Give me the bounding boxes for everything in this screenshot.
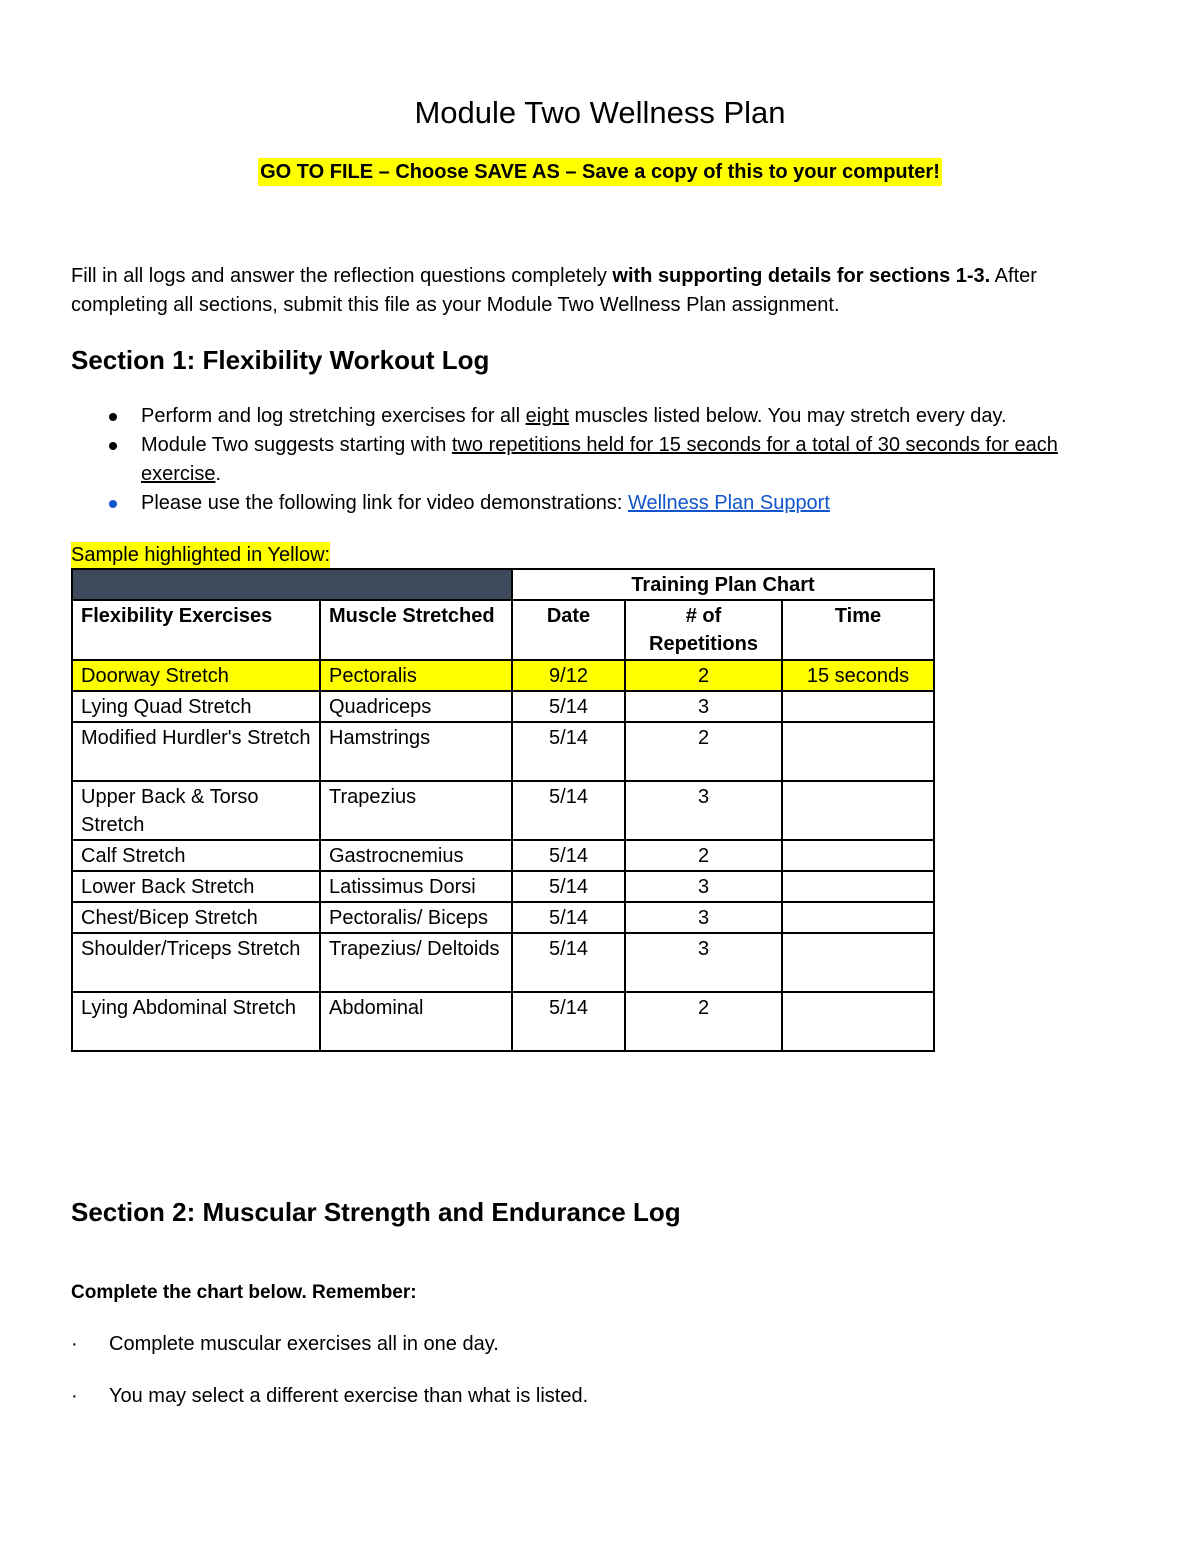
table-row bbox=[72, 840, 934, 871]
cell-date[interactable]: 5/14 bbox=[512, 992, 625, 1051]
chart-title: Training Plan Chart bbox=[512, 569, 934, 600]
sample-label: Sample highlighted in Yellow: bbox=[71, 542, 330, 569]
cell-time[interactable] bbox=[782, 871, 934, 902]
cell-date[interactable]: 5/14 bbox=[512, 691, 625, 722]
cell-date[interactable]: 5/14 bbox=[512, 781, 625, 840]
section2-point bbox=[71, 1382, 588, 1410]
table-row bbox=[72, 871, 934, 902]
section1-heading: Section 1: Flexibility Workout Log bbox=[71, 345, 490, 375]
cell-time[interactable] bbox=[782, 992, 934, 1051]
table-row bbox=[72, 691, 934, 722]
cell-exercise[interactable]: Shoulder/Triceps Stretch bbox=[72, 933, 320, 992]
cell-reps[interactable]: 3 bbox=[625, 871, 782, 902]
bullet-dot-icon bbox=[109, 442, 117, 450]
cell-reps[interactable]: 2 bbox=[625, 660, 782, 691]
cell-exercise[interactable]: Lower Back Stretch bbox=[72, 871, 320, 902]
cell-date[interactable]: 5/14 bbox=[512, 933, 625, 992]
section2-point bbox=[71, 1330, 499, 1358]
cell-date[interactable]: 5/14 bbox=[512, 871, 625, 902]
cell-exercise[interactable]: Lying Quad Stretch bbox=[72, 691, 320, 722]
save-notice-wrapper bbox=[0, 158, 1200, 186]
cell-exercise[interactable]: Modified Hurdler's Stretch bbox=[72, 722, 320, 781]
bullet1-pre: Perform and log stretching exercises for all bbox=[141, 405, 526, 427]
cell-time[interactable] bbox=[782, 722, 934, 781]
chart-title-row bbox=[72, 569, 934, 600]
cell-muscle[interactable]: Trapezius bbox=[320, 781, 512, 840]
cell-exercise[interactable]: Calf Stretch bbox=[72, 840, 320, 871]
table-row-sample bbox=[72, 660, 934, 691]
cell-time[interactable] bbox=[782, 781, 934, 840]
bullet-two-repetitions bbox=[71, 431, 1131, 489]
header-date: Date bbox=[512, 600, 625, 660]
cell-reps[interactable]: 2 bbox=[625, 992, 782, 1051]
cell-exercise[interactable]: Upper Back & Torso Stretch bbox=[72, 781, 320, 840]
cell-date[interactable]: 5/14 bbox=[512, 840, 625, 871]
cell-exercise[interactable]: Chest/Bicep Stretch bbox=[72, 902, 320, 933]
cell-time[interactable] bbox=[782, 691, 934, 722]
cell-muscle[interactable]: Quadriceps bbox=[320, 691, 512, 722]
bullet-dot-icon bbox=[109, 500, 117, 508]
cell-muscle[interactable]: Hamstrings bbox=[320, 722, 512, 781]
middle-dot-icon: · bbox=[71, 1385, 78, 1407]
section2-point-text: You may select a different exercise than what is listed. bbox=[109, 1385, 589, 1407]
cell-date[interactable]: 9/12 bbox=[512, 660, 625, 691]
bullet-eight-muscles bbox=[71, 402, 1131, 431]
cell-date[interactable]: 5/14 bbox=[512, 902, 625, 933]
header-reps: # of Repetitions bbox=[625, 600, 782, 660]
column-header-row bbox=[72, 600, 934, 660]
header-time: Time bbox=[782, 600, 934, 660]
header-muscle: Muscle Stretched bbox=[320, 600, 512, 660]
bullet1-post: muscles listed below. You may stretch every day. bbox=[568, 405, 1007, 427]
cell-muscle[interactable]: Pectoralis/ Biceps bbox=[320, 902, 512, 933]
cell-muscle[interactable]: Gastrocnemius bbox=[320, 840, 512, 871]
cell-date[interactable]: 5/14 bbox=[512, 722, 625, 781]
section1-bullets bbox=[71, 402, 1131, 518]
bullet2-post: . bbox=[215, 463, 222, 485]
table-row bbox=[72, 902, 934, 933]
table-row bbox=[72, 933, 934, 992]
middle-dot-icon: · bbox=[71, 1333, 78, 1355]
cell-muscle[interactable]: Latissimus Dorsi bbox=[320, 871, 512, 902]
dark-header-cell bbox=[72, 569, 512, 600]
page-title: Module Two Wellness Plan bbox=[414, 95, 786, 130]
cell-reps[interactable]: 2 bbox=[625, 722, 782, 781]
section2-point-text: Complete muscular exercises all in one day. bbox=[109, 1333, 499, 1355]
wellness-plan-support-link[interactable]: Wellness Plan Support bbox=[627, 492, 830, 514]
cell-exercise[interactable]: Doorway Stretch bbox=[72, 660, 320, 691]
bullet-dot-icon bbox=[109, 413, 117, 421]
cell-time[interactable] bbox=[782, 902, 934, 933]
bullet2-underlined: two repetitions held for 15 seconds for a total of 30 seconds for each exercise bbox=[141, 434, 1058, 485]
bullet2-pre: Module Two suggests starting with bbox=[141, 434, 452, 456]
cell-time[interactable]: 15 seconds bbox=[782, 660, 934, 691]
cell-reps[interactable]: 3 bbox=[625, 781, 782, 840]
cell-reps[interactable]: 3 bbox=[625, 933, 782, 992]
bullet3-pre: Please use the following link for video demonstrations: bbox=[141, 492, 628, 514]
cell-time[interactable] bbox=[782, 840, 934, 871]
cell-reps[interactable]: 2 bbox=[625, 840, 782, 871]
cell-time[interactable] bbox=[782, 933, 934, 992]
intro-text-2: After completing all sections, submit this file as your Module Two Wellness Plan assignment. bbox=[71, 265, 1037, 316]
header-exercise: Flexibility Exercises bbox=[72, 600, 320, 660]
intro-text-1: Fill in all logs and answer the reflection questions completely bbox=[71, 265, 613, 287]
bullet-video-link bbox=[71, 489, 1131, 518]
table-row bbox=[72, 722, 934, 781]
section2-intro: Complete the chart below. Remember: bbox=[71, 1282, 417, 1303]
bullet1-underlined: eight bbox=[525, 405, 569, 427]
cell-reps[interactable]: 3 bbox=[625, 902, 782, 933]
flexibility-log-table bbox=[71, 568, 935, 1052]
cell-muscle[interactable]: Abdominal bbox=[320, 992, 512, 1051]
intro-paragraph bbox=[71, 262, 1131, 320]
cell-reps[interactable]: 3 bbox=[625, 691, 782, 722]
cell-muscle[interactable]: Trapezius/ Deltoids bbox=[320, 933, 512, 992]
save-notice: GO TO FILE – Choose SAVE AS – Save a copy of this to your computer! bbox=[258, 158, 942, 186]
cell-muscle[interactable]: Pectoralis bbox=[320, 660, 512, 691]
table-row bbox=[72, 992, 934, 1051]
cell-exercise[interactable]: Lying Abdominal Stretch bbox=[72, 992, 320, 1051]
section2-heading: Section 2: Muscular Strength and Endurance Log bbox=[71, 1197, 681, 1227]
intro-bold-text: with supporting details for sections 1-3. bbox=[612, 265, 991, 287]
table-row bbox=[72, 781, 934, 840]
